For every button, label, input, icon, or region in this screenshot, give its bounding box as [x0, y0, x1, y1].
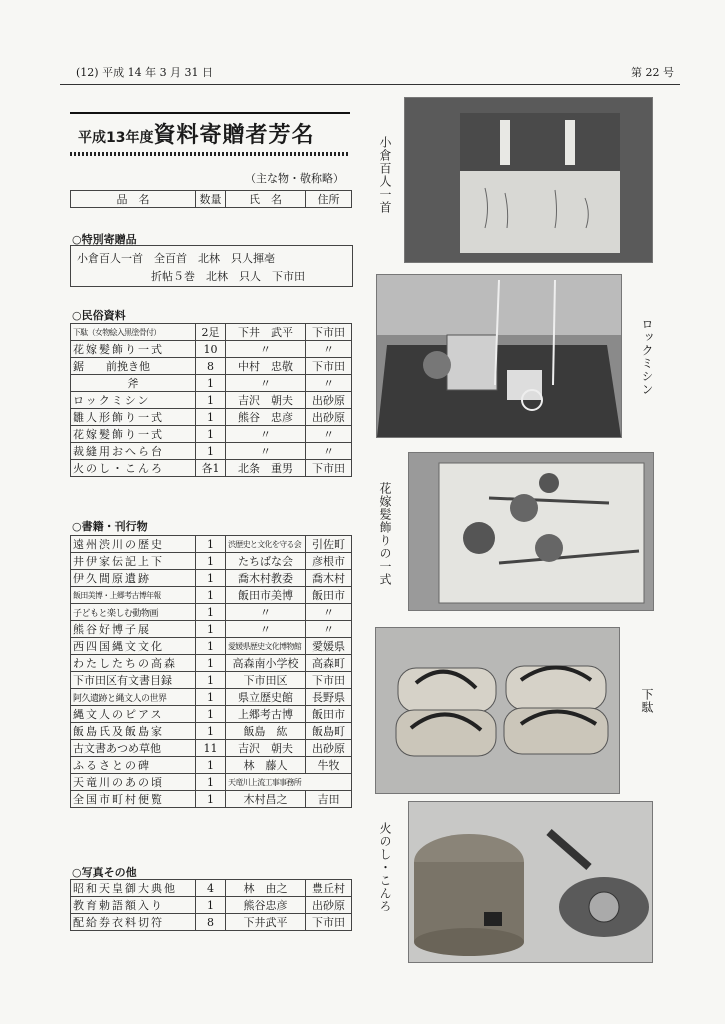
address-cell: 〃 [306, 341, 352, 358]
address-cell: 飯田市 [306, 587, 352, 604]
photo-geta [375, 627, 620, 794]
donor-cell: 高森南小学校 [226, 655, 306, 672]
table-row [71, 740, 352, 757]
item-cell: 子どもと楽しむ動物画 [71, 604, 196, 621]
table-row [71, 536, 352, 553]
item-cell: 阿久遺跡と縄文人の世界 [71, 689, 196, 706]
address-cell: 下市田 [306, 358, 352, 375]
books-table [70, 535, 352, 808]
donor-cell: 天竜川上流工事事務所 [226, 774, 352, 791]
table-row [71, 409, 352, 426]
table-row [71, 341, 352, 358]
qty-cell: 8 [196, 358, 226, 375]
special-gift-line2: 折帖５巻 北林 只人 下市田 [151, 270, 305, 283]
qty-cell: 1 [196, 553, 226, 570]
table-row [71, 655, 352, 672]
donor-cell: 愛媛県歴史文化博物館 [226, 638, 306, 655]
item-cell: 天竜川のあの頃 [71, 774, 196, 791]
folk-table [70, 323, 352, 477]
address-cell: 牛牧 [306, 757, 352, 774]
donor-cell: 熊谷 忠彦 [226, 409, 306, 426]
donor-cell: 下井 武平 [226, 324, 306, 341]
table-row [71, 553, 352, 570]
item-cell: 下駄（女物絵入黒塗骨付） [71, 324, 196, 341]
address-cell: 下市田 [306, 914, 352, 931]
qty-cell: 2足 [196, 324, 226, 341]
col-item: 品 名 [71, 191, 196, 208]
donor-cell: 〃 [226, 443, 306, 460]
address-cell: 出砂原 [306, 409, 352, 426]
photo-lock-sewing-machine [376, 274, 622, 438]
donor-cell: 林 由之 [226, 880, 306, 897]
col-address: 住所 [306, 191, 352, 208]
table-row [71, 324, 352, 341]
col-qty: 数量 [196, 191, 226, 208]
geta-image [376, 628, 619, 793]
page-header [76, 62, 674, 82]
donor-cell: 渋歴史と文化を守る会 [226, 536, 306, 553]
issue-date: (12) 平成 14 年 3 月 31 日 [76, 66, 214, 79]
photo-hyakunin-isshu [404, 97, 653, 263]
title-main: 資料寄贈者芳名 [153, 123, 315, 148]
table-row [71, 723, 352, 740]
qty-cell: 1 [196, 604, 226, 621]
item-cell: 教育勅語額入り [71, 897, 196, 914]
table-row [71, 638, 352, 655]
caption-hinoshi-konro: 火のし・こんろ [378, 822, 392, 913]
table-row [71, 706, 352, 723]
qty-cell: 1 [196, 638, 226, 655]
address-cell: 吉田 [306, 791, 352, 808]
caption-geta: 下駄 [640, 688, 654, 714]
address-cell: 長野県 [306, 689, 352, 706]
donor-cell: 中村 忠敬 [226, 358, 306, 375]
item-cell: 飯田美博・上郷考古博年報 [71, 587, 196, 604]
item-cell: 配給券衣料切符 [71, 914, 196, 931]
donor-cell: 木村昌之 [226, 791, 306, 808]
donor-cell: 吉沢 朝夫 [226, 392, 306, 409]
address-cell: 出砂原 [306, 897, 352, 914]
address-cell: 愛媛県 [306, 638, 352, 655]
table-row [71, 460, 352, 477]
address-cell: 下市田 [306, 460, 352, 477]
table-row [71, 426, 352, 443]
section-photos: ○写真その他 [72, 866, 137, 879]
item-cell: 全国市町村便覧 [71, 791, 196, 808]
item-cell: 西四国縄文文化 [71, 638, 196, 655]
item-cell: ロックミシン [71, 392, 196, 409]
table-row [71, 443, 352, 460]
photo-bridal-hair-ornaments [408, 452, 654, 611]
donor-cell: 飯島 紘 [226, 723, 306, 740]
address-cell: 〃 [306, 621, 352, 638]
table-row [71, 621, 352, 638]
photo-hinoshi-konro [408, 801, 653, 963]
donor-cell: 〃 [226, 341, 306, 358]
item-cell: 斧 [71, 375, 196, 392]
donor-cell: 県立歴史館 [226, 689, 306, 706]
address-cell: 〃 [306, 375, 352, 392]
item-cell: 雛人形飾り一式 [71, 409, 196, 426]
donor-cell: 上郷考古博 [226, 706, 306, 723]
qty-cell: 1 [196, 791, 226, 808]
item-cell: 井伊家伝記上下 [71, 553, 196, 570]
table-row [71, 689, 352, 706]
qty-cell: 1 [196, 723, 226, 740]
column-header-table [70, 190, 352, 208]
item-cell: 古文書あつめ草他 [71, 740, 196, 757]
issue-number: 第 22 号 [631, 66, 674, 79]
item-cell: わたしたちの高森 [71, 655, 196, 672]
address-cell: 〃 [306, 426, 352, 443]
donor-cell: 飯田市美博 [226, 587, 306, 604]
item-cell: 熊谷好博子展 [71, 621, 196, 638]
section-books: ○書籍・刊行物 [72, 520, 148, 533]
special-gift-box [70, 245, 353, 287]
table-row [71, 587, 352, 604]
item-cell: 遠州渋川の歴史 [71, 536, 196, 553]
item-cell: 伊久間原遺跡 [71, 570, 196, 587]
qty-cell: 各1 [196, 460, 226, 477]
donor-cell: 〃 [226, 426, 306, 443]
column-header-row [71, 191, 352, 208]
table-row [71, 392, 352, 409]
address-cell: 引佐町 [306, 536, 352, 553]
qty-cell: 11 [196, 740, 226, 757]
col-name: 氏 名 [226, 191, 306, 208]
qty-cell: 1 [196, 570, 226, 587]
qty-cell: 1 [196, 536, 226, 553]
item-cell: 花嫁髪飾り一式 [71, 341, 196, 358]
donor-cell: 〃 [226, 375, 306, 392]
section-special: ○特別寄贈品 [72, 233, 137, 246]
address-cell: 高森町 [306, 655, 352, 672]
item-cell: 縄文人のピアス [71, 706, 196, 723]
caption-bridal-hair-ornaments: 花嫁髪飾りの一式 [378, 482, 392, 586]
caption-hyakunin-isshu: 小倉百人一首 [378, 136, 392, 214]
qty-cell: 8 [196, 914, 226, 931]
table-row [71, 604, 352, 621]
title-top-rule [70, 112, 350, 114]
donor-cell: 下市田区 [226, 672, 306, 689]
qty-cell: 1 [196, 672, 226, 689]
address-cell: 飯島町 [306, 723, 352, 740]
qty-cell: 1 [196, 621, 226, 638]
qty-cell: 1 [196, 689, 226, 706]
qty-cell: 1 [196, 774, 226, 791]
table-row [71, 358, 352, 375]
table-row [71, 375, 352, 392]
table-row [71, 757, 352, 774]
address-cell: 下市田 [306, 324, 352, 341]
qty-cell: 1 [196, 706, 226, 723]
table-row [71, 914, 352, 931]
donor-cell: 〃 [226, 621, 306, 638]
qty-cell: 1 [196, 587, 226, 604]
hinoshi-konro-image [409, 802, 652, 962]
donor-cell: 林 藤人 [226, 757, 306, 774]
header-rule [60, 84, 680, 85]
article-title-block [70, 112, 360, 156]
table-row [71, 570, 352, 587]
table-row [71, 880, 352, 897]
note: （主な物・敬称略） [245, 172, 344, 185]
address-cell: 豊丘村 [306, 880, 352, 897]
item-cell: 鋸 前挽き他 [71, 358, 196, 375]
qty-cell: 10 [196, 341, 226, 358]
qty-cell: 1 [196, 757, 226, 774]
address-cell: 下市田 [306, 672, 352, 689]
item-cell: 花嫁髪飾り一式 [71, 426, 196, 443]
title-bottom-rule [70, 152, 350, 156]
donor-cell: たちばな会 [226, 553, 306, 570]
caption-lock-sewing-machine: ロックミシン [640, 318, 654, 396]
donor-cell: 北条 重男 [226, 460, 306, 477]
donor-cell: 吉沢 朝夫 [226, 740, 306, 757]
address-cell: 出砂原 [306, 392, 352, 409]
qty-cell: 1 [196, 426, 226, 443]
address-cell: 出砂原 [306, 740, 352, 757]
donor-cell: 下井武平 [226, 914, 306, 931]
address-cell: 〃 [306, 443, 352, 460]
hair-ornaments-image [409, 453, 653, 610]
item-cell: 火のし・こんろ [71, 460, 196, 477]
qty-cell: 1 [196, 375, 226, 392]
article-title [78, 118, 315, 149]
address-cell: 喬木村 [306, 570, 352, 587]
item-cell: 飯島氏及飯島家 [71, 723, 196, 740]
table-row [71, 791, 352, 808]
item-cell: ふるさとの碑 [71, 757, 196, 774]
qty-cell: 1 [196, 443, 226, 460]
item-cell: 下市田区有文書目録 [71, 672, 196, 689]
address-cell: 彦根市 [306, 553, 352, 570]
title-year: 平成13年度 [78, 130, 154, 146]
address-cell: 飯田市 [306, 706, 352, 723]
section-folk: ○民俗資料 [72, 309, 126, 322]
table-row [71, 897, 352, 914]
item-cell: 昭和天皇御大典他 [71, 880, 196, 897]
qty-cell: 1 [196, 897, 226, 914]
item-cell: 裁縫用おへら台 [71, 443, 196, 460]
donor-cell: 喬木村教委 [226, 570, 306, 587]
address-cell: 〃 [306, 604, 352, 621]
special-gift-line1: 小倉百人一首 全百首 北林 只人揮亳 [77, 252, 275, 265]
sewing-machine-image [377, 275, 621, 437]
donor-cell: 熊谷忠彦 [226, 897, 306, 914]
qty-cell: 4 [196, 880, 226, 897]
table-row [71, 672, 352, 689]
qty-cell: 1 [196, 392, 226, 409]
qty-cell: 1 [196, 655, 226, 672]
qty-cell: 1 [196, 409, 226, 426]
hyakunin-isshu-image [405, 98, 652, 262]
donor-cell: 〃 [226, 604, 306, 621]
table-row [71, 774, 352, 791]
photos-table [70, 879, 352, 931]
